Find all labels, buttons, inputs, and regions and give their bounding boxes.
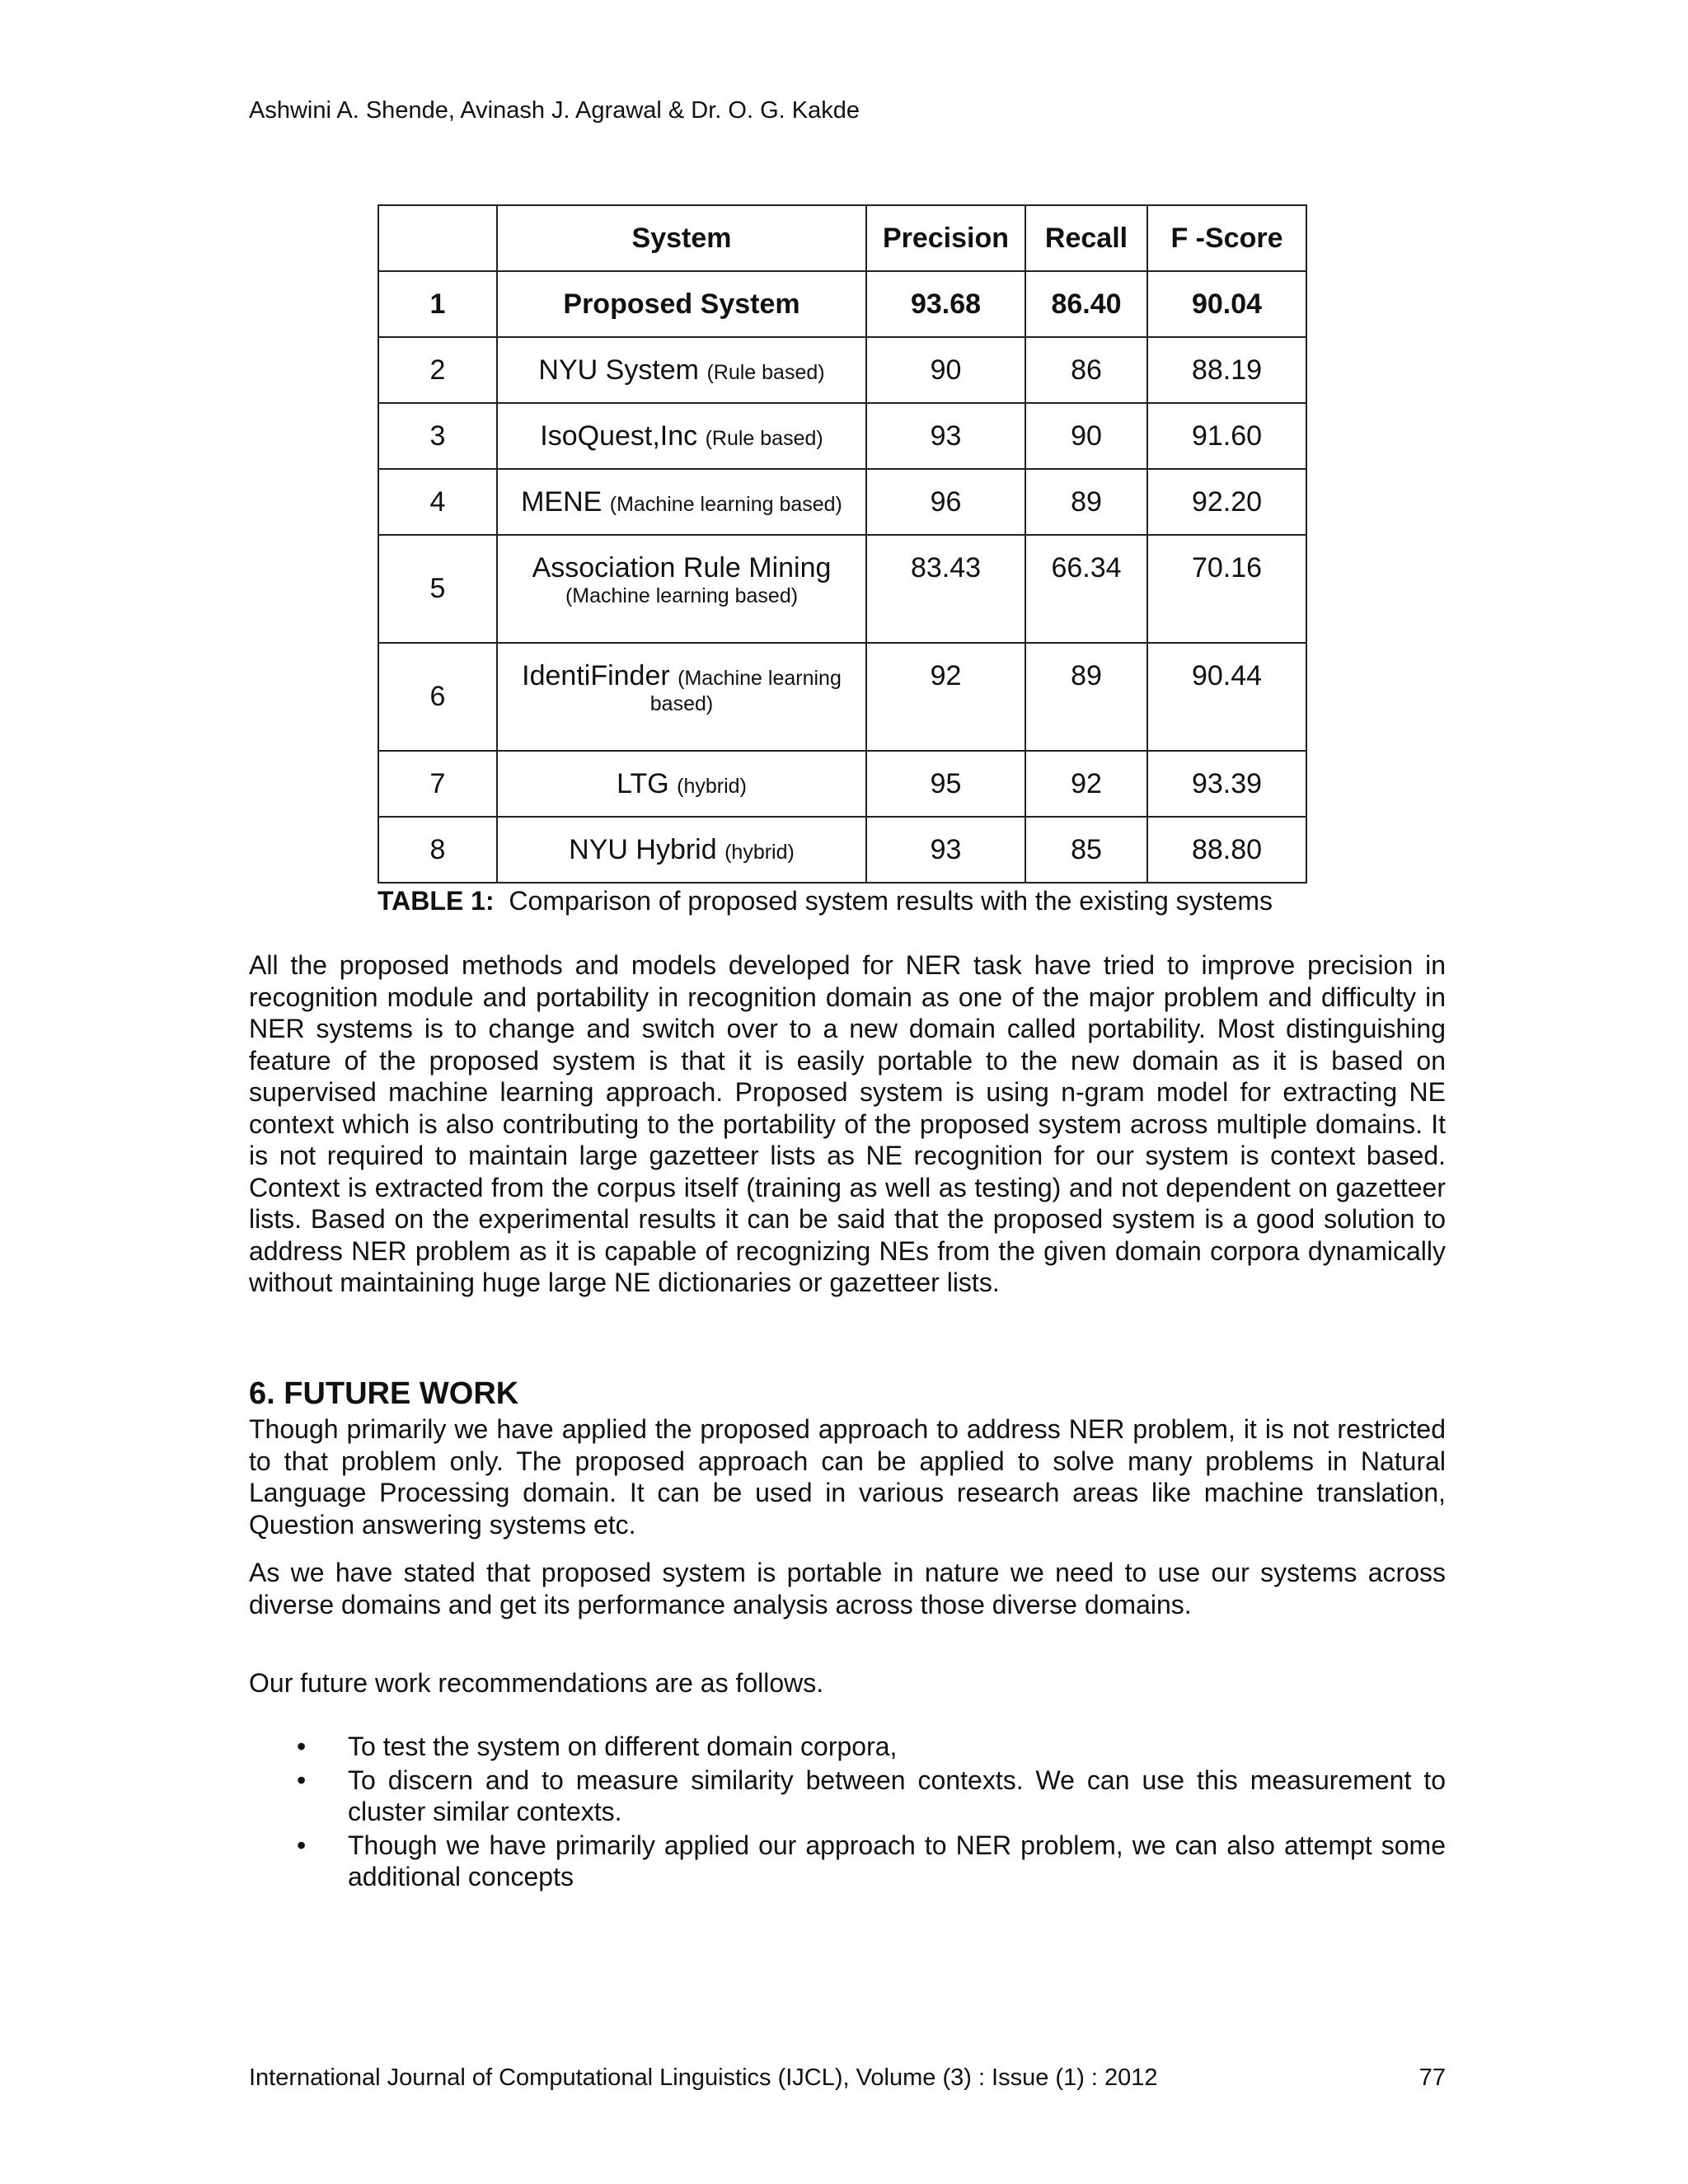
fscore-value: 70.16 xyxy=(1147,535,1306,643)
bullet-icon: • xyxy=(297,1732,307,1761)
fscore-value: 93.39 xyxy=(1147,751,1306,817)
system-name: Association Rule Mining (Machine learning based) xyxy=(497,535,866,643)
fscore-value: 90.44 xyxy=(1147,643,1306,751)
bullet-icon: • xyxy=(297,1765,307,1795)
list-item: • To test the system on different domain corpora, xyxy=(297,1732,898,1761)
row-number: 3 xyxy=(378,403,497,469)
system-type-note: (Machine learning xyxy=(678,667,842,690)
page-number: 77 xyxy=(1418,2064,1446,2091)
system-name: LTG (hybrid) xyxy=(497,751,866,817)
column-header-index xyxy=(378,205,497,271)
page-footer xyxy=(249,2064,1446,2092)
table-row xyxy=(378,751,1306,817)
precision-value: 90 xyxy=(866,337,1025,403)
system-name: Proposed System xyxy=(497,271,866,337)
recall-value: 86 xyxy=(1025,337,1147,403)
system-type-note: (Machine learning based) xyxy=(565,584,799,607)
table-row xyxy=(378,337,1306,403)
precision-value: 92 xyxy=(866,643,1025,751)
fscore-value: 92.20 xyxy=(1147,469,1306,535)
results-table xyxy=(377,204,1307,883)
column-header-recall: Recall xyxy=(1025,205,1147,271)
precision-value: 95 xyxy=(866,751,1025,817)
row-number: 1 xyxy=(378,271,497,337)
column-header-fscore: F -Score xyxy=(1147,205,1306,271)
table-row xyxy=(378,643,1306,751)
future-work-paragraph: Though primarily we have applied the proposed approach to address NER problem, it is not restricted to that problem only. The proposed approach can be applied to solve many problems in Natural Language Processing domain. It can be used in various research areas like machine translation, Question answering systems etc. xyxy=(249,1414,1446,1540)
column-header-precision: Precision xyxy=(866,205,1025,271)
list-item: • To discern and to measure similarity between contexts. We can use this measurement to cluster similar contexts. xyxy=(297,1765,1446,1826)
precision-value: 96 xyxy=(866,469,1025,535)
system-name: IsoQuest,Inc (Rule based) xyxy=(497,403,866,469)
system-name: NYU Hybrid (hybrid) xyxy=(497,817,866,883)
column-header-system: System xyxy=(497,205,866,271)
running-header: Ashwini A. Shende, Avinash J. Agrawal & Dr. O. G. Kakde xyxy=(249,97,860,124)
system-type-note-cont: based) xyxy=(649,692,714,715)
recall-value: 86.40 xyxy=(1025,271,1147,337)
fscore-value: 88.80 xyxy=(1147,817,1306,883)
table-row xyxy=(378,817,1306,883)
system-type-note: (Machine learning based) xyxy=(609,492,842,516)
recall-value: 85 xyxy=(1025,817,1147,883)
precision-value: 93 xyxy=(866,403,1025,469)
recall-value: 90 xyxy=(1025,403,1147,469)
system-type-note: (Rule based) xyxy=(706,360,825,384)
bullet-icon: • xyxy=(297,1830,307,1860)
table-header-row xyxy=(378,205,1306,271)
caption-label: TABLE 1: xyxy=(377,886,495,916)
discussion-paragraph: All the proposed methods and models developed for NER task have tried to improve precision in recognition module and portability in recognition domain as one of the major problem and difficulty in NER systems is to change and switch over to a new domain called portability. Most distinguishing feature of the proposed system is that it is easily portable to the new domain as it is based on supervised machine learning approach. Proposed system is using n-gram model for extracting NE context which is also contributing to the portability of the proposed system across multiple domains. It is not required to maintain large gazetteer lists as NE recognition for our system is context based. Context is extracted from the corpus itself (training as well as testing) and not dependent on gazetteer lists. Based on the experimental results it can be said that the proposed system is a good solution to address NER problem as it is capable of recognizing NEs from the given domain corpora dynamically without maintaining huge large NE dictionaries or gazetteer lists. xyxy=(249,950,1446,1297)
precision-value: 83.43 xyxy=(866,535,1025,643)
caption-text: Comparison of proposed system results with the existing systems xyxy=(509,886,1273,916)
system-name: MENE (Machine learning based) xyxy=(497,469,866,535)
system-type-note: (hybrid) xyxy=(677,774,747,798)
portability-paragraph: As we have stated that proposed system is portable in nature we need to use our systems across diverse domains and get its performance analysis across those diverse domains. xyxy=(249,1558,1446,1619)
recall-value: 66.34 xyxy=(1025,535,1147,643)
fscore-value: 90.04 xyxy=(1147,271,1306,337)
list-item: • Though we have primarily applied our approach to NER problem, we can also attempt some additional concepts xyxy=(297,1830,1446,1891)
table-caption xyxy=(377,886,1273,916)
table-row xyxy=(378,271,1306,337)
system-type-note: (hybrid) xyxy=(724,840,795,864)
row-number: 2 xyxy=(378,337,497,403)
row-number: 8 xyxy=(378,817,497,883)
row-number: 4 xyxy=(378,469,497,535)
recommendations-list xyxy=(249,1731,1446,1895)
row-number: 5 xyxy=(378,535,497,643)
row-number: 6 xyxy=(378,643,497,751)
recall-value: 89 xyxy=(1025,469,1147,535)
section-heading: 6. FUTURE WORK xyxy=(249,1376,519,1411)
fscore-value: 88.19 xyxy=(1147,337,1306,403)
table-row xyxy=(378,403,1306,469)
row-number: 7 xyxy=(378,751,497,817)
system-name: IdentiFinder (Machine learning based) xyxy=(497,643,866,751)
fscore-value: 91.60 xyxy=(1147,403,1306,469)
precision-value: 93 xyxy=(866,817,1025,883)
journal-citation: International Journal of Computational Linguistics (IJCL), Volume (3) : Issue (1) : 2012 xyxy=(249,2064,1158,2091)
system-name: NYU System (Rule based) xyxy=(497,337,866,403)
table-row xyxy=(378,469,1306,535)
recall-value: 89 xyxy=(1025,643,1147,751)
precision-value: 93.68 xyxy=(866,271,1025,337)
table-row xyxy=(378,535,1306,643)
recall-value: 92 xyxy=(1025,751,1147,817)
recommendations-intro: Our future work recommendations are as follows. xyxy=(249,1668,824,1698)
system-type-note: (Rule based) xyxy=(705,426,823,450)
